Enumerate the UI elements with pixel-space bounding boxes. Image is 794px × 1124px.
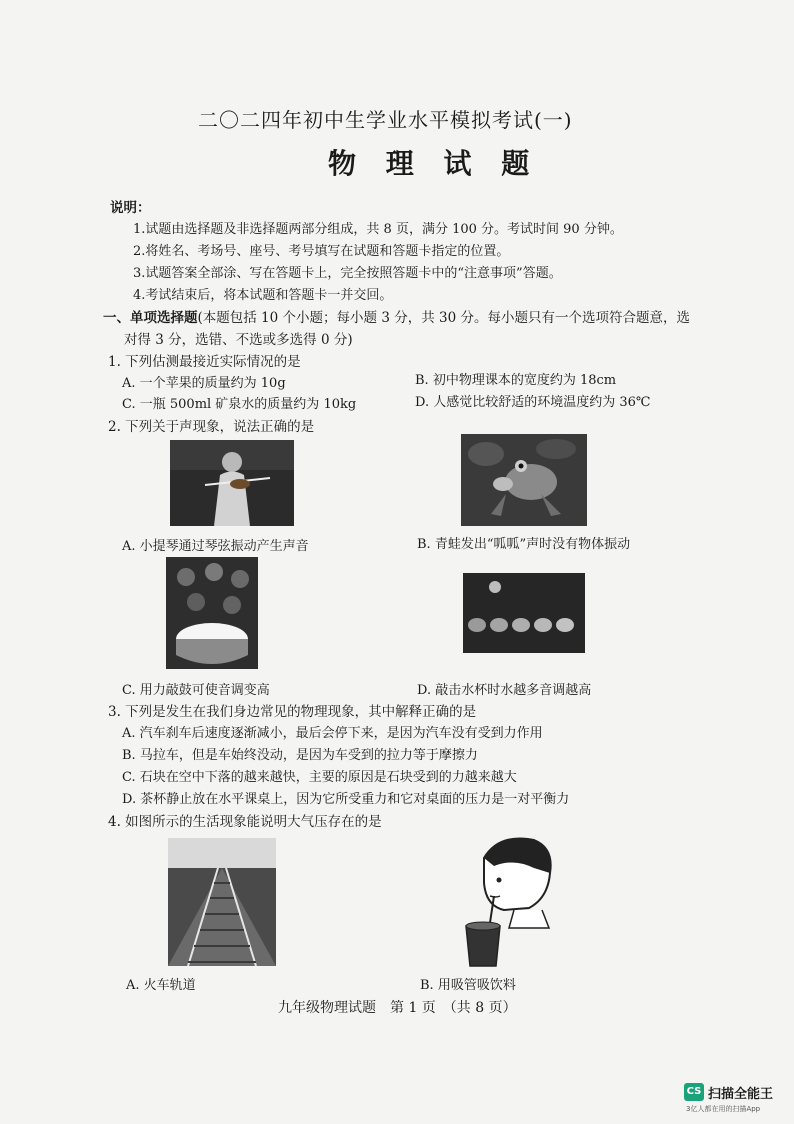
section-title: 一、单项选择题 xyxy=(103,310,198,326)
section-desc-2: 对得 3 分，选错、不选或多选得 0 分) xyxy=(124,332,353,348)
q3-option-a: A. 汽车刹车后速度逐渐减小，最后会停下来，是因为汽车没有受到力作用 xyxy=(122,726,543,741)
q2-option-a: A. 小提琴通过琴弦振动产生声音 xyxy=(122,539,309,554)
q3-stem: 3. 下列是发生在我们身边常见的物理现象，其中解释正确的是 xyxy=(108,704,477,720)
page-footer: 九年级物理试题 第 1 页 （共 8 页） xyxy=(278,1000,517,1016)
q1-option-c: C. 一瓶 500ml 矿泉水的质量约为 10kg xyxy=(122,397,357,412)
scanner-tagline: 3亿人都在用的扫描App xyxy=(686,1105,761,1113)
water-glasses-photo xyxy=(463,573,585,653)
q1-option-a: A. 一个苹果的质量约为 10g xyxy=(122,376,286,391)
violin-photo xyxy=(170,440,294,526)
q2-option-c: C. 用力敲鼓可使音调变高 xyxy=(122,683,270,698)
frog-photo xyxy=(461,434,587,526)
section-heading xyxy=(103,306,690,326)
note-item-1: 1.试题由选择题及非选择题两部分组成，共 8 页，满分 100 分。考试时间 90 分钟。 xyxy=(133,222,623,237)
railway-photo xyxy=(168,838,276,966)
drum-photo xyxy=(166,557,258,669)
scanner-logo-icon: CS xyxy=(684,1083,704,1101)
q3-option-d: D. 茶杯静止放在水平课桌上，因为它所受重力和它对桌面的压力是一对平衡力 xyxy=(122,792,570,807)
exam-title: 二〇二四年初中生学业水平模拟考试(一) xyxy=(198,108,573,132)
notes-heading: 说明： xyxy=(110,200,151,216)
q2-stem: 2. 下列关于声现象，说法正确的是 xyxy=(108,419,315,435)
q4-option-b: B. 用吸管吸饮料 xyxy=(420,978,516,993)
scanner-brand: 扫描全能王 xyxy=(708,1087,774,1102)
note-item-4: 4.考试结束后，将本试题和答题卡一并交回。 xyxy=(133,288,393,303)
subject-title: 物 理 试 题 xyxy=(328,147,540,180)
q3-option-b: B. 马拉车，但是车始终没动，是因为车受到的拉力等于摩擦力 xyxy=(122,748,478,763)
q1-option-d: D. 人感觉比较舒适的环境温度约为 36℃ xyxy=(415,395,651,410)
q3-option-c: C. 石块在空中下落的越来越快，主要的原因是石块受到的力越来越大 xyxy=(122,770,517,785)
q1-stem: 1. 下列估测最接近实际情况的是 xyxy=(108,354,301,370)
q2-option-b: B. 青蛙发出“呱呱”声时没有物体振动 xyxy=(417,537,631,552)
straw-drinking-drawing xyxy=(454,828,564,968)
note-item-2: 2.将姓名、考场号、座号、考号填写在试题和答题卡指定的位置。 xyxy=(133,244,510,259)
q4-stem: 4. 如图所示的生活现象能说明大气压存在的是 xyxy=(108,814,382,830)
q1-option-b: B. 初中物理课本的宽度约为 18cm xyxy=(415,373,617,388)
q2-option-d: D. 敲击水杯时水越多音调越高 xyxy=(417,683,592,698)
section-desc: (本题包括 10 个小题；每小题 3 分，共 30 分。每小题只有一个选项符合题意，选 xyxy=(197,310,690,326)
q4-option-a: A. 火车轨道 xyxy=(126,978,196,993)
note-item-3: 3.试题答案全部涂、写在答题卡上，完全按照答题卡中的“注意事项”答题。 xyxy=(133,266,562,281)
